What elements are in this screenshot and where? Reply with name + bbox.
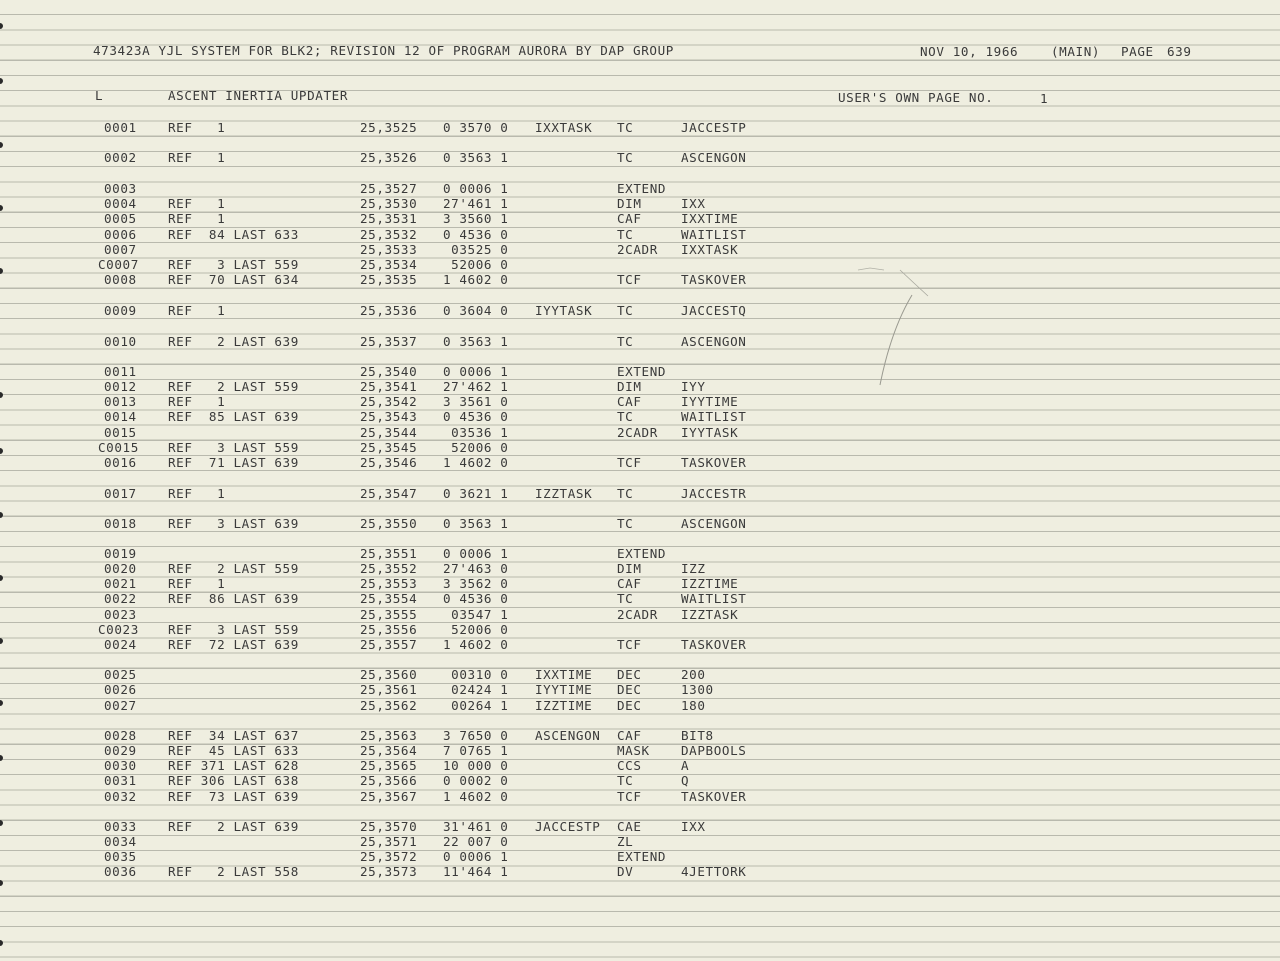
- listing-cell-addr: 25,3573: [360, 864, 418, 879]
- listing-cell-operand: DAPBOOLS: [681, 743, 747, 758]
- listing-cell-operand: WAITLIST: [681, 591, 747, 606]
- listing-cell-num: 0001: [104, 120, 137, 135]
- listing-cell-word: 0 0006 1: [443, 546, 509, 561]
- listing-cell-op: DV: [617, 864, 634, 879]
- listing-cell-operand: Q: [681, 773, 690, 788]
- listing-cell-word: 3 3560 1: [443, 211, 509, 226]
- listing-cell-word: 0 4536 0: [443, 409, 509, 424]
- listing-cell-num: 0009: [104, 303, 137, 318]
- listing-cell-label: IYYTASK: [535, 303, 593, 318]
- listing-cell-op: 2CADR: [617, 425, 658, 440]
- listing-cell-num: 0027: [104, 698, 137, 713]
- listing-cell-word: 00310 0: [443, 667, 509, 682]
- listing-cell-addr: 25,3537: [360, 334, 418, 349]
- listing-cell-addr: 25,3533: [360, 242, 418, 257]
- listing-cell-num: 0029: [104, 743, 137, 758]
- listing-cell-num: 0028: [104, 728, 137, 743]
- listing-cell-num: 0024: [104, 637, 137, 652]
- listing-cell-addr: 25,3566: [360, 773, 418, 788]
- header-title: 473423A YJL SYSTEM FOR BLK2; REVISION 12 OF PROGRAM AURORA BY DAP GROUP: [93, 43, 674, 58]
- listing-cell-num: 0019: [104, 546, 137, 561]
- listing-cell-word: 0 3604 0: [443, 303, 509, 318]
- listing-cell-addr: 25,3542: [360, 394, 418, 409]
- listing-cell-op: TC: [617, 486, 634, 501]
- listing-cell-addr: 25,3565: [360, 758, 418, 773]
- header-section: (MAIN): [1051, 44, 1101, 59]
- listing-cell-ref: REF 2 LAST 639: [168, 819, 299, 834]
- listing-cell-ref: REF 45 LAST 633: [168, 743, 299, 758]
- listing-cell-num: 0031: [104, 773, 137, 788]
- listing-cell-word: 0 0006 1: [443, 364, 509, 379]
- listing-cell-op: 2CADR: [617, 607, 658, 622]
- listing-cell-addr: 25,3572: [360, 849, 418, 864]
- listing-cell-op: TC: [617, 773, 634, 788]
- listing-cell-operand: IXX: [681, 819, 706, 834]
- listing-cell-ref: REF 84 LAST 633: [168, 227, 299, 242]
- listing-cell-addr: 25,3526: [360, 150, 418, 165]
- subheader-marker: L: [95, 88, 104, 103]
- listing-cell-word: 03536 1: [443, 425, 509, 440]
- listing-cell-ref: REF 3 LAST 639: [168, 516, 299, 531]
- listing-cell-op: DEC: [617, 698, 642, 713]
- listing-cell-word: 27'462 1: [443, 379, 509, 394]
- listing-cell-num: 0014: [104, 409, 137, 424]
- listing-cell-op: DEC: [617, 667, 642, 682]
- listing-cell-op: TCF: [617, 637, 642, 652]
- listing-cell-num: 0034: [104, 834, 137, 849]
- listing-cell-ref: REF 1: [168, 211, 226, 226]
- listing-cell-operand: 200: [681, 667, 706, 682]
- listing-cell-word: 02424 1: [443, 682, 509, 697]
- listing-cell-num: 0006: [104, 227, 137, 242]
- listing-cell-num: 0022: [104, 591, 137, 606]
- listing-cell-num: 0015: [104, 425, 137, 440]
- listing-cell-ref: REF 1: [168, 150, 226, 165]
- listing-cell-operand: TASKOVER: [681, 455, 747, 470]
- listing-cell-op: DIM: [617, 379, 642, 394]
- listing-cell-ref: REF 2 LAST 559: [168, 379, 299, 394]
- listing-cell-ref: REF 86 LAST 639: [168, 591, 299, 606]
- listing-cell-operand: BIT8: [681, 728, 714, 743]
- listing-cell-word: 31'461 0: [443, 819, 509, 834]
- listing-cell-num: 0026: [104, 682, 137, 697]
- listing-cell-operand: IYYTIME: [681, 394, 739, 409]
- listing-cell-word: 0 0006 1: [443, 181, 509, 196]
- listing-cell-ref: REF 1: [168, 486, 226, 501]
- listing-cell-op: TC: [617, 150, 634, 165]
- listing-cell-word: 11'464 1: [443, 864, 509, 879]
- listing-cell-word: 0 0006 1: [443, 849, 509, 864]
- listing-cell-op: TC: [617, 591, 634, 606]
- listing-cell-addr: 25,3560: [360, 667, 418, 682]
- listing-cell-word: 0 3621 1: [443, 486, 509, 501]
- listing-cell-addr: 25,3567: [360, 789, 418, 804]
- listing-cell-num: 0016: [104, 455, 137, 470]
- listing-cell-addr: 25,3562: [360, 698, 418, 713]
- listing-cell-operand: IXX: [681, 196, 706, 211]
- listing-cell-op: TC: [617, 516, 634, 531]
- listing-cell-addr: 25,3532: [360, 227, 418, 242]
- listing-cell-addr: 25,3557: [360, 637, 418, 652]
- listing-cell-addr: 25,3540: [360, 364, 418, 379]
- listing-cell-op: TCF: [617, 455, 642, 470]
- listing-cell-word: 1 4602 0: [443, 455, 509, 470]
- listing-cell-word: 27'463 0: [443, 561, 509, 576]
- listing-cell-operand: ASCENGON: [681, 334, 747, 349]
- listing-cell-operand: IYYTASK: [681, 425, 739, 440]
- listing-cell-num: 0032: [104, 789, 137, 804]
- listing-cell-ref: REF 2 LAST 558: [168, 864, 299, 879]
- listing-cell-addr: 25,3554: [360, 591, 418, 606]
- listing-cell-word: 03525 0: [443, 242, 509, 257]
- listing-cell-op: CAF: [617, 728, 642, 743]
- listing-cell-ref: REF 34 LAST 637: [168, 728, 299, 743]
- listing-cell-op: DIM: [617, 196, 642, 211]
- listing-cell-word: 7 0765 1: [443, 743, 509, 758]
- listing-cell-addr: 25,3547: [360, 486, 418, 501]
- header-page-label: PAGE: [1121, 44, 1154, 59]
- listing-cell-num: C0007: [98, 257, 139, 272]
- listing-cell-op: CAF: [617, 576, 642, 591]
- listing-cell-op: MASK: [617, 743, 650, 758]
- listing-cell-operand: JACCESTP: [681, 120, 747, 135]
- listing-cell-op: TC: [617, 303, 634, 318]
- listing-cell-operand: ASCENGON: [681, 150, 747, 165]
- listing-cell-num: 0008: [104, 272, 137, 287]
- listing-cell-addr: 25,3571: [360, 834, 418, 849]
- listing-cell-word: 10 000 0: [443, 758, 509, 773]
- listing-cell-word: 3 7650 0: [443, 728, 509, 743]
- listing-cell-word: 03547 1: [443, 607, 509, 622]
- listing-cell-operand: TASKOVER: [681, 272, 747, 287]
- listing-cell-op: TC: [617, 334, 634, 349]
- listing-cell-ref: REF 1: [168, 196, 226, 211]
- listing-cell-op: 2CADR: [617, 242, 658, 257]
- listing-cell-num: 0012: [104, 379, 137, 394]
- listing-cell-num: C0015: [98, 440, 139, 455]
- listing-cell-num: 0020: [104, 561, 137, 576]
- listing-cell-operand: JACCESTQ: [681, 303, 747, 318]
- listing-cell-num: 0007: [104, 242, 137, 257]
- listing-cell-operand: IZZTASK: [681, 607, 739, 622]
- listing-cell-operand: WAITLIST: [681, 409, 747, 424]
- listing-cell-ref: REF 70 LAST 634: [168, 272, 299, 287]
- listing-cell-num: 0033: [104, 819, 137, 834]
- listing-cell-word: 3 3562 0: [443, 576, 509, 591]
- listing-cell-addr: 25,3525: [360, 120, 418, 135]
- listing-cell-word: 3 3561 0: [443, 394, 509, 409]
- listing-cell-op: CAF: [617, 211, 642, 226]
- listing-cell-ref: REF 1: [168, 120, 226, 135]
- listing-cell-ref: REF 3 LAST 559: [168, 622, 299, 637]
- listing-cell-num: 0025: [104, 667, 137, 682]
- listing-cell-op: TC: [617, 409, 634, 424]
- listing-cell-ref: REF 1: [168, 394, 226, 409]
- listing-cell-word: 00264 1: [443, 698, 509, 713]
- listing-cell-label: IZZTIME: [535, 698, 593, 713]
- listing-cell-word: 0 3563 1: [443, 150, 509, 165]
- listing-cell-num: 0036: [104, 864, 137, 879]
- listing-cell-ref: REF 1: [168, 303, 226, 318]
- listing-cell-label: IXXTASK: [535, 120, 593, 135]
- subheader-users-page-label: USER'S OWN PAGE NO.: [838, 90, 994, 105]
- listing-cell-operand: TASKOVER: [681, 789, 747, 804]
- listing-cell-addr: 25,3550: [360, 516, 418, 531]
- listing-cell-addr: 25,3564: [360, 743, 418, 758]
- listing-cell-word: 22 007 0: [443, 834, 509, 849]
- listing-cell-addr: 25,3531: [360, 211, 418, 226]
- listing-cell-op: CAE: [617, 819, 642, 834]
- listing-cell-word: 0 4536 0: [443, 227, 509, 242]
- listing-cell-op: EXTEND: [617, 546, 667, 561]
- listing-cell-addr: 25,3570: [360, 819, 418, 834]
- listing-cell-operand: 1300: [681, 682, 714, 697]
- listing-cell-operand: 180: [681, 698, 706, 713]
- listing-cell-op: DEC: [617, 682, 642, 697]
- listing-cell-op: EXTEND: [617, 364, 667, 379]
- header-page-number: 639: [1167, 44, 1192, 59]
- listing-cell-op: TCF: [617, 789, 642, 804]
- listing-cell-op: TC: [617, 120, 634, 135]
- listing-cell-op: DIM: [617, 561, 642, 576]
- listing-cell-op: EXTEND: [617, 181, 667, 196]
- listing-cell-operand: TASKOVER: [681, 637, 747, 652]
- listing-cell-operand: JACCESTR: [681, 486, 747, 501]
- listing-cell-operand: 4JETTORK: [681, 864, 747, 879]
- listing-cell-ref: REF 72 LAST 639: [168, 637, 299, 652]
- listing-cell-num: 0021: [104, 576, 137, 591]
- listing-cell-word: 0 0002 0: [443, 773, 509, 788]
- listing-cell-num: 0002: [104, 150, 137, 165]
- listing-cell-num: 0003: [104, 181, 137, 196]
- listing-cell-word: 0 4536 0: [443, 591, 509, 606]
- listing-cell-operand: ASCENGON: [681, 516, 747, 531]
- listing-cell-num: 0017: [104, 486, 137, 501]
- listing-cell-word: 27'461 1: [443, 196, 509, 211]
- listing-cell-word: 0 3570 0: [443, 120, 509, 135]
- header-date: NOV 10, 1966: [920, 44, 1019, 59]
- listing-cell-word: 0 3563 1: [443, 334, 509, 349]
- listing-cell-num: 0013: [104, 394, 137, 409]
- listing-cell-word: 1 4602 0: [443, 272, 509, 287]
- listing-cell-operand: IZZTIME: [681, 576, 739, 591]
- listing-cell-operand: IXXTIME: [681, 211, 739, 226]
- listing-cell-addr: 25,3534: [360, 257, 418, 272]
- listing-cell-op: TCF: [617, 272, 642, 287]
- listing-cell-addr: 25,3527: [360, 181, 418, 196]
- listing-cell-ref: REF 85 LAST 639: [168, 409, 299, 424]
- listing-cell-addr: 25,3553: [360, 576, 418, 591]
- listing-cell-op: EXTEND: [617, 849, 667, 864]
- listing-cell-num: 0005: [104, 211, 137, 226]
- listing-cell-addr: 25,3561: [360, 682, 418, 697]
- listing-cell-word: 0 3563 1: [443, 516, 509, 531]
- listing-cell-word: 1 4602 0: [443, 789, 509, 804]
- listing-cell-label: ASCENGON: [535, 728, 601, 743]
- listing-cell-ref: REF 3 LAST 559: [168, 257, 299, 272]
- listing-cell-addr: 25,3563: [360, 728, 418, 743]
- listing-cell-ref: REF 371 LAST 628: [168, 758, 299, 773]
- listing-cell-ref: REF 2 LAST 559: [168, 561, 299, 576]
- listing-cell-label: IZZTASK: [535, 486, 593, 501]
- listing-cell-ref: REF 306 LAST 638: [168, 773, 299, 788]
- listing-cell-ref: REF 2 LAST 639: [168, 334, 299, 349]
- listing-cell-op: ZL: [617, 834, 634, 849]
- listing-cell-operand: WAITLIST: [681, 227, 747, 242]
- listing-cell-ref: REF 71 LAST 639: [168, 455, 299, 470]
- listing-cell-addr: 25,3544: [360, 425, 418, 440]
- listing-cell-ref: REF 3 LAST 559: [168, 440, 299, 455]
- listing-cell-addr: 25,3536: [360, 303, 418, 318]
- listing-cell-num: 0035: [104, 849, 137, 864]
- listing-cell-label: JACCESTP: [535, 819, 601, 834]
- listing-cell-addr: 25,3545: [360, 440, 418, 455]
- listing-cell-ref: REF 1: [168, 576, 226, 591]
- listing-cell-operand: IXXTASK: [681, 242, 739, 257]
- listing-cell-addr: 25,3546: [360, 455, 418, 470]
- listing-cell-label: IYYTIME: [535, 682, 593, 697]
- listing-cell-addr: 25,3555: [360, 607, 418, 622]
- listing-cell-addr: 25,3556: [360, 622, 418, 637]
- listing-cell-operand: A: [681, 758, 690, 773]
- listing-cell-addr: 25,3552: [360, 561, 418, 576]
- listing-cell-num: 0011: [104, 364, 137, 379]
- listing-cell-label: IXXTIME: [535, 667, 593, 682]
- listing-cell-word: 1 4602 0: [443, 637, 509, 652]
- listing-cell-operand: IZZ: [681, 561, 706, 576]
- listing-cell-word: 52006 0: [443, 622, 509, 637]
- subheader-users-page-number: 1: [1040, 91, 1049, 106]
- listing-cell-num: C0023: [98, 622, 139, 637]
- listing-cell-op: TC: [617, 227, 634, 242]
- listing-cell-addr: 25,3551: [360, 546, 418, 561]
- listing-cell-num: 0010: [104, 334, 137, 349]
- listing-cell-addr: 25,3535: [360, 272, 418, 287]
- listing-cell-num: 0030: [104, 758, 137, 773]
- listing-cell-num: 0023: [104, 607, 137, 622]
- listing-cell-word: 52006 0: [443, 257, 509, 272]
- listing-cell-ref: REF 73 LAST 639: [168, 789, 299, 804]
- listing-cell-addr: 25,3530: [360, 196, 418, 211]
- listing-cell-num: 0018: [104, 516, 137, 531]
- listing-cell-word: 52006 0: [443, 440, 509, 455]
- listing-cell-op: CCS: [617, 758, 642, 773]
- subheader-routine: ASCENT INERTIA UPDATER: [168, 88, 349, 103]
- listing-cell-addr: 25,3541: [360, 379, 418, 394]
- listing-cell-operand: IYY: [681, 379, 706, 394]
- listing-cell-op: CAF: [617, 394, 642, 409]
- listing-cell-num: 0004: [104, 196, 137, 211]
- listing-cell-addr: 25,3543: [360, 409, 418, 424]
